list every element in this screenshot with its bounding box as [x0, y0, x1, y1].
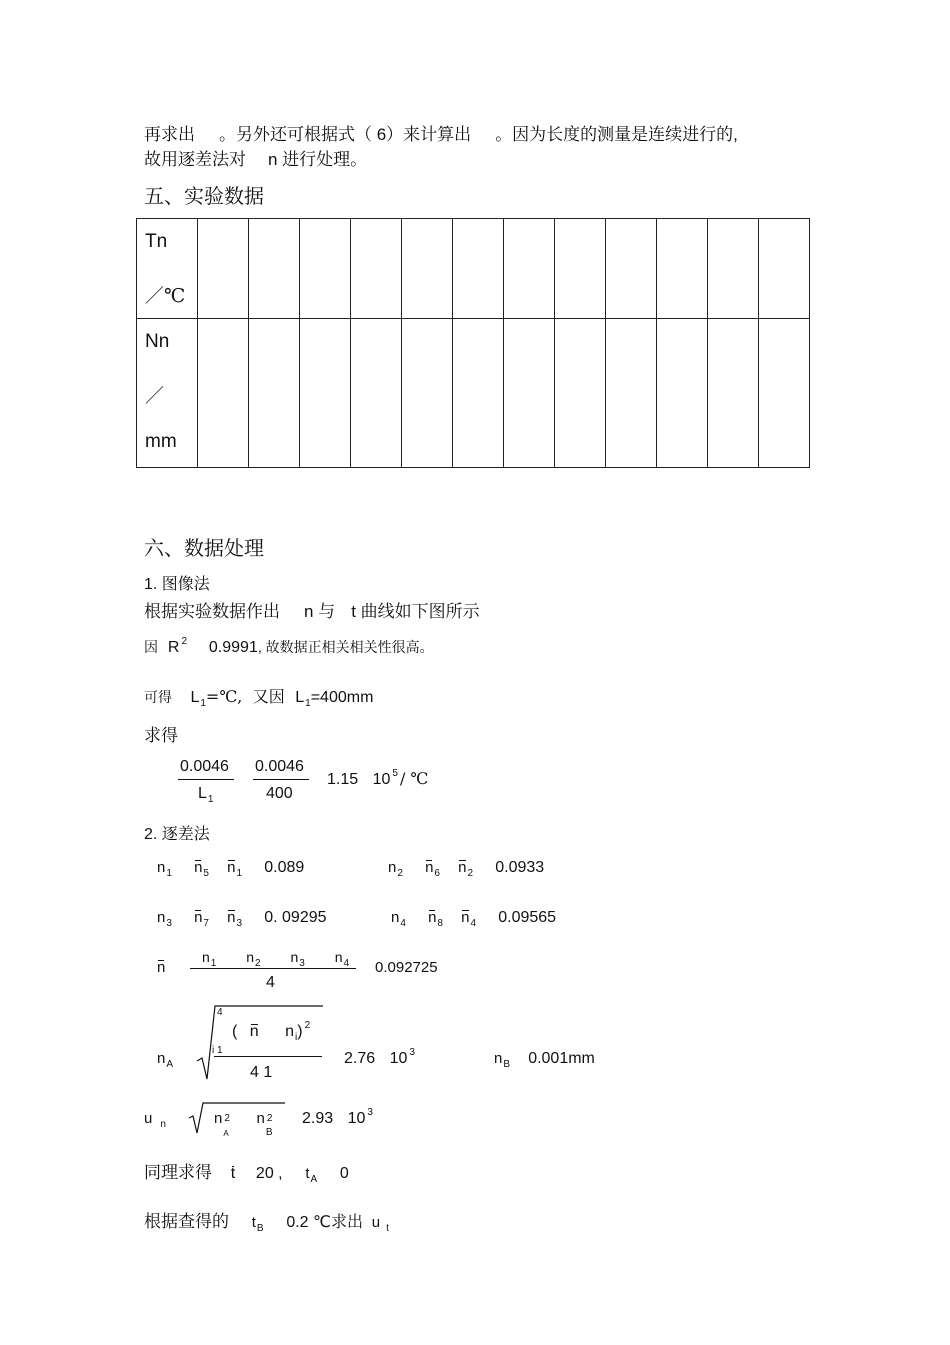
text: n 与	[304, 602, 336, 621]
text: =℃,	[205, 687, 243, 706]
table-cell[interactable]	[657, 219, 708, 319]
text: 1	[207, 794, 214, 805]
difference-2	[388, 859, 544, 877]
intro-line-2	[144, 145, 367, 170]
plot-description	[144, 597, 480, 622]
text: 3	[409, 1047, 415, 1058]
text: =400mm	[310, 689, 374, 706]
row-label-temperature	[137, 219, 198, 319]
text: n	[214, 1110, 223, 1127]
n-bar	[227, 859, 235, 876]
table-cell[interactable]	[300, 319, 351, 468]
text: n	[157, 1050, 166, 1067]
mean-value: 0.092725	[375, 959, 438, 976]
text: n	[428, 909, 437, 926]
text: n	[157, 909, 166, 926]
text: 同理求得	[144, 1163, 212, 1182]
text: t	[230, 1165, 236, 1182]
un-radicand	[214, 1110, 277, 1138]
n-bar	[194, 859, 202, 876]
table-cell[interactable]	[402, 319, 453, 468]
text: t	[386, 1223, 389, 1234]
ua-lhs	[157, 1050, 174, 1070]
mean-denominator: 4	[266, 974, 275, 991]
text: 20 ,	[255, 1165, 283, 1182]
r-squared-line	[144, 637, 434, 657]
mean-numerator	[202, 949, 350, 969]
text: 10	[347, 1110, 366, 1127]
text: A	[166, 1059, 174, 1070]
table-cell[interactable]	[351, 219, 402, 319]
text: 2	[266, 1113, 273, 1124]
text: 4	[343, 958, 350, 969]
text: u	[371, 1214, 381, 1231]
text: n	[458, 859, 467, 876]
text: n	[290, 949, 299, 965]
text: t	[251, 1214, 256, 1231]
text: A	[223, 1129, 229, 1138]
n-bar	[461, 909, 469, 926]
text: 7	[203, 918, 209, 929]
intro-text: 。另外还可根据式（ 6）来计算出	[219, 125, 472, 144]
ua-value	[344, 1047, 415, 1068]
subsection-title: 1. 图像法	[144, 576, 210, 593]
text: n	[388, 859, 397, 876]
text: , 故数据正相关相关性很高。	[257, 639, 434, 655]
label-text: mm	[145, 431, 177, 452]
text: t 曲线如下图所示	[351, 602, 480, 621]
text: 0.9991	[208, 639, 258, 656]
mean-lhs	[157, 959, 165, 976]
text: 又因	[252, 689, 285, 706]
text: n	[334, 949, 343, 965]
text: n	[157, 959, 166, 976]
text: A	[310, 1174, 318, 1185]
text: 5	[392, 768, 398, 779]
table-cell[interactable]	[351, 319, 402, 468]
difference-3	[157, 909, 327, 927]
un-value	[302, 1107, 373, 1128]
text: 8	[437, 918, 443, 929]
text: 2	[181, 636, 188, 647]
n-bar	[157, 959, 165, 976]
sum-lower: i 1	[212, 1045, 223, 1056]
text: n	[256, 1110, 265, 1127]
fraction-line	[190, 968, 356, 969]
text: 1	[210, 958, 217, 969]
table-cell[interactable]	[504, 319, 555, 468]
text: 0. 09295	[264, 909, 327, 926]
data-table	[136, 218, 810, 468]
text: 3	[236, 918, 243, 929]
fraction-2-denominator: 400	[266, 785, 293, 802]
intro-text: 。因为长度的测量是连续进行的,	[495, 125, 738, 144]
text: 2	[467, 868, 474, 879]
text: t	[305, 1165, 310, 1182]
text: 2	[224, 1113, 230, 1124]
table-cell[interactable]	[249, 319, 300, 468]
text: 0	[339, 1165, 349, 1182]
text: u	[144, 1110, 153, 1127]
text: 2	[255, 958, 261, 969]
label-text: ／	[145, 385, 165, 407]
label-text: ／℃	[145, 285, 186, 307]
text: n	[494, 1050, 503, 1067]
table-cell[interactable]	[759, 219, 810, 319]
n-bar	[458, 859, 466, 876]
fraction-line	[253, 779, 309, 780]
text: n	[461, 909, 470, 926]
text: 0.09565	[498, 909, 557, 926]
alpha-result	[327, 769, 428, 789]
text: 10	[389, 1050, 408, 1067]
ub-line	[494, 1050, 595, 1068]
un-lhs	[144, 1110, 166, 1130]
table-cell[interactable]	[555, 319, 606, 468]
text: B	[265, 1127, 273, 1138]
fraction-line	[178, 779, 234, 780]
text: n	[425, 859, 434, 876]
text: 0.001mm	[528, 1050, 595, 1067]
text: n	[227, 859, 236, 876]
intro-text: 故用逐差法对	[144, 150, 246, 169]
difference-4	[391, 909, 556, 927]
n-bar	[428, 909, 436, 926]
table-cell[interactable]	[708, 319, 759, 468]
ua-numerator	[232, 1020, 311, 1043]
text: 1	[166, 868, 172, 879]
text: 2	[304, 1020, 311, 1031]
text: 2.93	[302, 1110, 334, 1127]
table-cell[interactable]	[759, 319, 810, 468]
text: 0.0933	[495, 859, 545, 876]
n-bar	[194, 909, 202, 926]
table-cell[interactable]	[606, 319, 657, 468]
text: 根据查得的	[144, 1212, 229, 1231]
table-cell[interactable]	[453, 319, 504, 468]
table-cell[interactable]	[606, 219, 657, 319]
text: 可得	[144, 689, 172, 705]
n-bar	[425, 859, 433, 876]
text: 4	[470, 918, 477, 929]
text: 10	[372, 771, 391, 788]
result-line	[144, 684, 373, 707]
table-cell[interactable]	[657, 319, 708, 468]
subsection-title: 2. 逐差法	[144, 826, 210, 843]
text: n	[202, 949, 210, 965]
text: 1	[200, 698, 206, 709]
text: n	[246, 949, 255, 965]
text: n	[160, 1119, 166, 1130]
text: n	[391, 909, 400, 926]
fraction-1-numerator: 0.0046	[180, 758, 229, 775]
text: / ℃	[399, 769, 429, 788]
table-cell[interactable]	[555, 219, 606, 319]
n-bar	[227, 909, 235, 926]
table-cell[interactable]	[198, 319, 249, 468]
intro-text: n 进行处理。	[268, 150, 368, 169]
text: n	[285, 1023, 295, 1040]
text: 2	[397, 868, 403, 879]
text: i	[295, 1032, 298, 1043]
text: 6	[434, 868, 440, 879]
t-bar	[231, 1165, 235, 1183]
table-cell[interactable]	[504, 219, 555, 319]
ua-denominator: 4 1	[250, 1064, 273, 1081]
text: L	[295, 689, 305, 706]
text: n	[194, 859, 203, 876]
text: 1	[305, 698, 311, 709]
text: n	[157, 859, 166, 876]
text: 0.2 ℃求出	[286, 1214, 363, 1231]
table-cell[interactable]	[249, 219, 300, 319]
text: n	[249, 1023, 259, 1040]
text: 1.15	[327, 771, 359, 788]
table-row	[137, 219, 810, 319]
last-line	[144, 1207, 389, 1232]
text: (	[232, 1023, 238, 1040]
fraction-1-denominator	[198, 785, 213, 803]
fraction-line	[214, 1056, 322, 1057]
text: 3	[299, 958, 305, 969]
sum-upper: 4	[217, 1007, 223, 1018]
n-bar	[250, 1023, 259, 1041]
intro-line-1	[144, 120, 738, 145]
tong-line	[144, 1158, 349, 1183]
section-heading: 五、实验数据	[144, 184, 264, 208]
text: )	[297, 1023, 303, 1040]
table-cell[interactable]	[708, 219, 759, 319]
text: 5	[203, 868, 209, 879]
table-cell[interactable]	[198, 219, 249, 319]
difference-1	[157, 859, 304, 877]
label-text: Nn	[145, 331, 170, 352]
text: B	[256, 1223, 264, 1234]
fraction-2-numerator: 0.0046	[255, 758, 304, 775]
text-qiude: 求得	[144, 726, 178, 745]
text: 因	[144, 639, 158, 655]
text: 1	[236, 868, 243, 879]
table-row	[137, 319, 810, 468]
text: B	[503, 1059, 511, 1070]
text: L	[190, 689, 200, 706]
section-heading: 六、数据处理	[144, 536, 264, 560]
text: n	[194, 909, 203, 926]
text: 4	[400, 918, 406, 929]
text: n	[227, 909, 236, 926]
row-label-length	[137, 319, 198, 468]
text: L	[198, 785, 207, 802]
text: 0.089	[264, 859, 305, 876]
text: 2.76	[344, 1050, 376, 1067]
table-cell[interactable]	[453, 219, 504, 319]
intro-text: 再求出	[144, 125, 195, 144]
table-cell[interactable]	[402, 219, 453, 319]
text: 3	[367, 1107, 373, 1118]
label-text: Tn	[145, 231, 168, 252]
text: R	[167, 639, 180, 656]
text: 3	[166, 918, 172, 929]
text: 根据实验数据作出	[144, 602, 280, 621]
table-cell[interactable]	[300, 219, 351, 319]
